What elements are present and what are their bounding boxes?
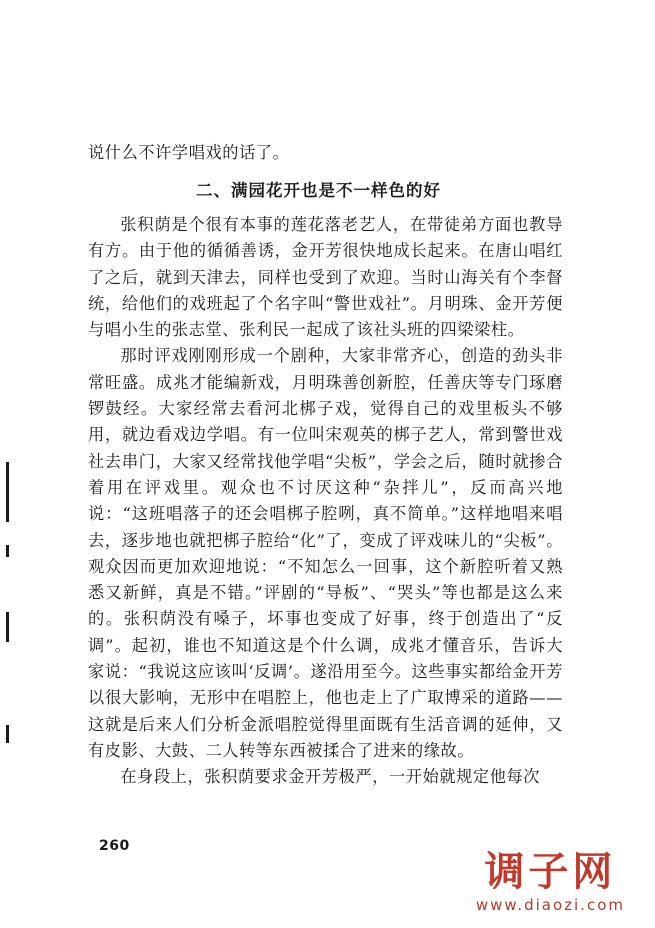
scan-edge-mark — [6, 462, 9, 522]
paragraph: 张积荫是个很有本事的莲花落老艺人，在带徒弟方面也教导有方。由于他的循循善诱，金开芳很快地成长起来。在唐山唱红了之后，就到天津去，同样也受到了欢迎。当时山海关有个李督统，给他们的戏班起了个名字叫“警世戏社”。月明珠、金开芳便与唱小生的张志堂、张利民一起成了该社头班的四梁梁柱。 — [88, 215, 563, 340]
scan-edge-mark — [6, 725, 9, 743]
section-heading: 二、满园花开也是不一样色的好 — [196, 181, 441, 200]
lead-text-line: 说什么不许学唱戏的话了。 — [88, 143, 290, 162]
page-number: 260 — [99, 838, 130, 854]
scan-edge-mark — [6, 612, 9, 642]
watermark-url: www.diaozi.com — [475, 896, 625, 914]
scan-edge-mark — [6, 545, 9, 557]
body-text — [88, 212, 563, 791]
site-watermark — [476, 848, 625, 914]
paragraph: 那时评戏刚刚形成一个剧种，大家非常齐心，创造的劲头非常旺盛。成兆才能编新戏，月明珠善创新腔，任善庆等专门琢磨锣鼓经。大家经常去看河北梆子戏，觉得自己的戏里板头不够用，就边看戏边学唱。有一位叫宋观英的梆子艺人，常到警世戏社去串门，大家又经常找他学唱“尖板”，学会之后，随时就掺合着用在评戏里。观众也不讨厌这种“杂拌儿”，反而高兴地说：“这班唱落子的还会唱梆子腔咧，真不简单。”这样地唱来唱去，逐步地也就把梆子腔给“化”了，变成了评戏味儿的“尖板”。观众因而更加欢迎地说：“不知怎么一回事，这个新腔听着又熟悉又新鲜，真是不错。”评剧的“导板”、“哭头”等也都是这么来的。张积荫没有嗓子，坏事也变成了好事，终于创造出了“反调”。起初，谁也不知道这是个什么调，成兆才懂音乐，告诉大家说：“我说这应该叫‘反调’。遂沿用至今。这些事实都给金开芳以很大影响，无形中在唱腔上，他也走上了广取博采的道路——这就是后来人们分析金派唱腔觉得里面既有生活音调的延伸，又有皮影、大鼓、二人转等东西被揉合了进来的缘故。 — [88, 346, 563, 760]
paragraph: 在身段上，张积荫要求金开芳极严，一开始就规定他每次 — [120, 767, 541, 787]
watermark-logo-text: 调子网 — [484, 849, 617, 895]
